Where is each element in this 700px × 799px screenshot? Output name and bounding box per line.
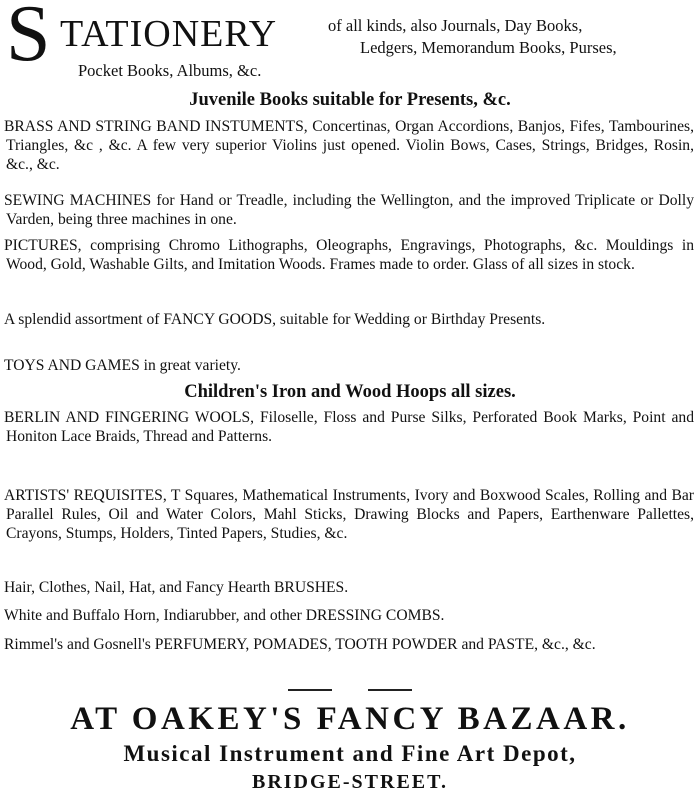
toys-games-paragraph: TOYS AND GAMES in great variety. bbox=[4, 357, 241, 374]
stationery-heading bbox=[6, 0, 696, 84]
stationery-line-3: Pocket Books, Albums, &c. bbox=[78, 61, 262, 80]
stationery-line-2: Ledgers, Memorandum Books, Purses, bbox=[360, 38, 617, 57]
oakeys-bazaar-title: AT OAKEY'S FANCY BAZAAR. bbox=[70, 701, 630, 737]
perfumery-paragraph: Rimmel's and Gosnell's PERFUMERY, POMADES, TOOTH POWDER and PASTE, &c., &c. bbox=[4, 636, 596, 653]
berlin-wools-paragraph: BERLIN AND FINGERING WOOLS, Filoselle, Floss and Purse Silks, Perforated Book Marks, Point and Honiton Lace Braids, Thread and Patterns. bbox=[4, 409, 694, 445]
drop-cap-letter: S bbox=[6, 0, 51, 78]
juvenile-books-heading: Juvenile Books suitable for Presents, &c. bbox=[189, 90, 511, 110]
fancy-goods-paragraph: A splendid assortment of FANCY GOODS, suitable for Wedding or Birthday Presents. bbox=[4, 311, 546, 328]
depot-subtitle: Musical Instrument and Fine Art Depot, bbox=[123, 741, 577, 766]
dressing-combs-paragraph: White and Buffalo Horn, Indiarubber, and other DRESSING COMBS. bbox=[4, 607, 445, 624]
hoops-heading: Children's Iron and Wood Hoops all sizes. bbox=[184, 382, 516, 402]
divider-rule-right bbox=[368, 689, 412, 691]
sewing-machines-paragraph: SEWING MACHINES for Hand or Treadle, including the Wellington, and the improved Triplicate or Dolly Varden, being three machines in one. bbox=[4, 192, 694, 228]
stationery-line-1: of all kinds, also Journals, Day Books, bbox=[328, 16, 583, 35]
stationery-title: TATIONERY bbox=[60, 13, 278, 55]
artists-requisites-paragraph: ARTISTS' REQUISITES, T Squares, Mathematical Instruments, Ivory and Boxwood Scales, Rolling and Bar Parallel Rules, Oil and Water Colors, Mahl Sticks, Drawing Blocks and Papers, Earthenware Pallettes, Crayons, Stumps, Holders, Tinted Papers, Studies, &c. bbox=[4, 487, 694, 542]
divider-rule-left bbox=[288, 689, 332, 691]
brushes-paragraph: Hair, Clothes, Nail, Hat, and Fancy Hearth BRUSHES. bbox=[4, 579, 349, 596]
brass-band-paragraph: BRASS AND STRING BAND INSTUMENTS, Concertinas, Organ Accordions, Banjos, Fifes, Tambourines, Triangles, &c , &c. A few very superior Violins just opened. Violin Bows, Cases, Strings, Bridges, Rosin, &c., &c. bbox=[4, 118, 694, 173]
pictures-paragraph: PICTURES, comprising Chromo Lithographs, Oleographs, Engravings, Photographs, &c. Mouldings in Wood, Gold, Washable Gilts, and Imitation Woods. Frames made to order. Glass of all sizes in stock. bbox=[4, 237, 694, 273]
street-address: BRIDGE-STREET. bbox=[251, 771, 448, 793]
